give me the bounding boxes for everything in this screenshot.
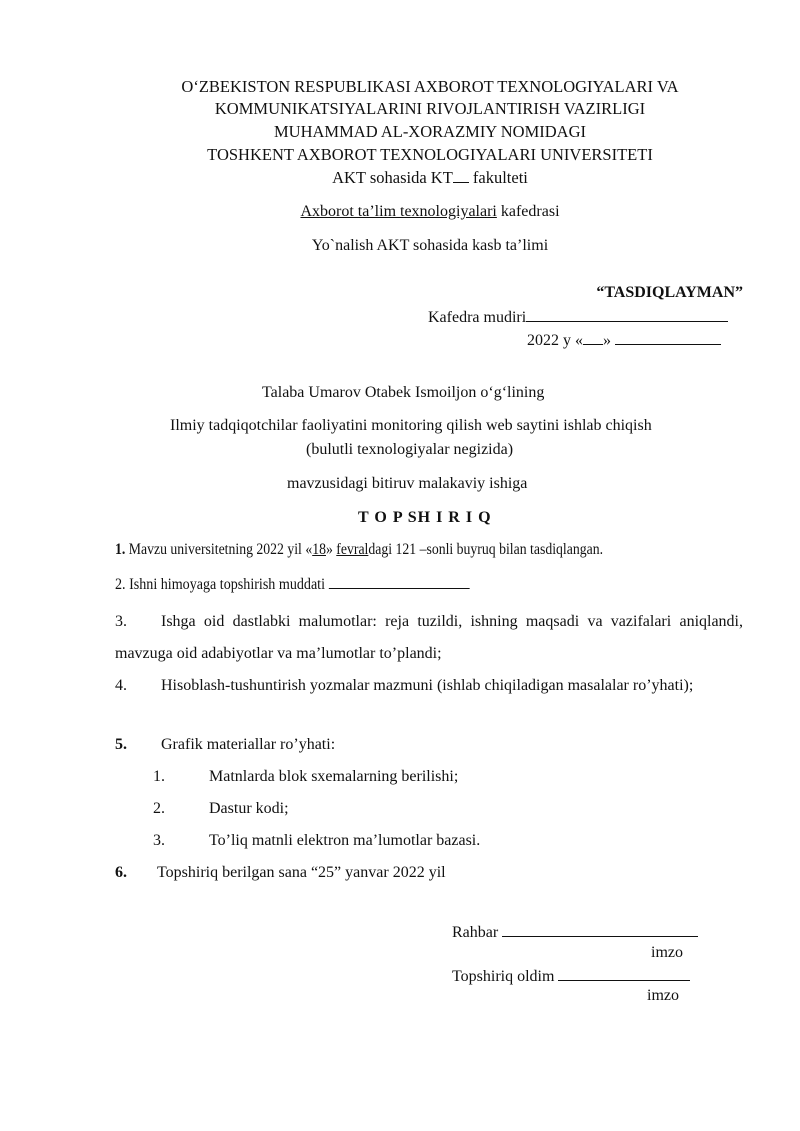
item-1-month: fevral <box>336 541 369 558</box>
item-4-paragraph <box>115 670 743 702</box>
approval-date-line <box>527 330 721 350</box>
item-4-number: 4. <box>115 677 127 694</box>
item-2-text <box>115 574 469 594</box>
student-line: Talaba Umarov Otabek Ismoiljon o‘g‘lining <box>262 384 545 401</box>
university-line-1: MUHAMMAD AL-XORAZMIY NOMIDAGI <box>274 122 586 141</box>
item-4-text: Hisoblash-tushuntirish yozmalar mazmuni (ishlab chiqiladigan masalalar ro’yhati); <box>161 677 694 694</box>
item-5-number: 5. <box>115 736 127 753</box>
approval-title: “TASDIQLAYMAN” <box>596 284 743 301</box>
department-name: Axborot ta’lim texnologiyalari <box>300 203 497 220</box>
subitem-1-text: Matnlarda blok sxemalarning berilishi; <box>209 768 459 785</box>
supervisor-signature-line <box>452 922 698 942</box>
received-label: Topshiriq oldim <box>452 968 559 985</box>
ministry-line-1: O‘ZBEKISTON RESPUBLIKASI AXBOROT TEXNOLOGIYALARI VA <box>181 77 679 96</box>
subitem-3-number: 3. <box>153 832 165 849</box>
head-of-department-line <box>428 307 728 327</box>
faculty-suffix: fakulteti <box>468 168 528 187</box>
item-1-number: 1. <box>115 541 126 558</box>
item-1-mid: » <box>325 541 337 558</box>
item-1-prefix: Mavzu universitetning 2022 yil « <box>125 541 313 558</box>
item-3-number: 3. <box>115 613 127 630</box>
item-1-end: –sonli buyruq bilan tasdiqlangan. <box>419 541 604 558</box>
received-signature-blank <box>558 966 690 981</box>
item-1-order: dagi 121 <box>368 541 420 558</box>
item-6-text: Topshiriq berilgan sana “25” yanvar 2022 yil <box>157 864 446 881</box>
direction-line: Yo`nalish AKT sohasida kasb ta’limi <box>311 237 549 254</box>
topic-line-3: mavzusidagi bitiruv malakaviy ishiga <box>287 475 528 492</box>
item-1-day: 18 <box>312 541 326 558</box>
department-suffix: kafedrasi <box>496 203 560 220</box>
topic-line-1: Ilmiy tadqiqotchilar faoliyatini monitoring qilish web saytini ishlab chiqish <box>170 417 652 434</box>
supervisor-label: Rahbar <box>452 924 503 941</box>
item-6-number: 6. <box>115 864 127 881</box>
item-3-paragraph <box>115 606 743 670</box>
task-title: T O P SH I R I Q <box>358 509 492 526</box>
subitem-3-text: To’liq matnli elektron ma’lumotlar bazasi. <box>209 832 481 849</box>
ministry-line-2: KOMMUNIKATSIYALARINI RIVOJLANTIRISH VAZIRLIGI <box>214 99 646 118</box>
item-4 <box>115 670 743 702</box>
head-signature-blank <box>526 307 728 322</box>
topic-line-2: (bulutli texnologiyalar negizida) <box>306 441 514 458</box>
defense-deadline-blank <box>329 574 470 589</box>
item-3 <box>115 606 743 670</box>
supervisor-signature-caption: imzo <box>651 944 683 961</box>
approval-month-blank <box>615 330 721 345</box>
item-2-label: 2. Ishni himoyaga topshirish muddati <box>115 576 329 593</box>
approval-date-year: 2022 y « <box>527 332 583 349</box>
approval-day-blank <box>583 330 603 345</box>
item-5-text: Grafik materiallar ro’yhati: <box>161 736 336 753</box>
subitem-1-number: 1. <box>153 768 165 785</box>
item-3-text: Ishga oid dastlabki malumotlar: reja tuzildi, ishning maqsadi va vazifalari aniqlandi, mavzuga oid adabiyotlar va ma’lumotlar to’plandi; <box>115 613 743 662</box>
received-signature-line <box>452 966 690 986</box>
head-label: Kafedra mudiri <box>428 309 527 326</box>
item-1-text <box>115 541 603 559</box>
department-line <box>0 203 800 221</box>
approval-date-close: » <box>603 332 615 349</box>
item-2 <box>115 574 518 594</box>
received-signature-caption: imzo <box>647 987 679 1004</box>
subitem-2-number: 2. <box>153 800 165 817</box>
item-1 <box>115 541 682 559</box>
university-line-2: TOSHKENT AXBOROT TEXNOLOGIYALARI UNIVERSITETI <box>207 145 653 164</box>
supervisor-signature-blank <box>502 922 698 937</box>
faculty-prefix: AKT sohasida KT <box>332 168 453 187</box>
subitem-2-text: Dastur kodi; <box>209 800 289 817</box>
faculty-blank <box>453 168 469 183</box>
faculty-line <box>0 167 800 189</box>
